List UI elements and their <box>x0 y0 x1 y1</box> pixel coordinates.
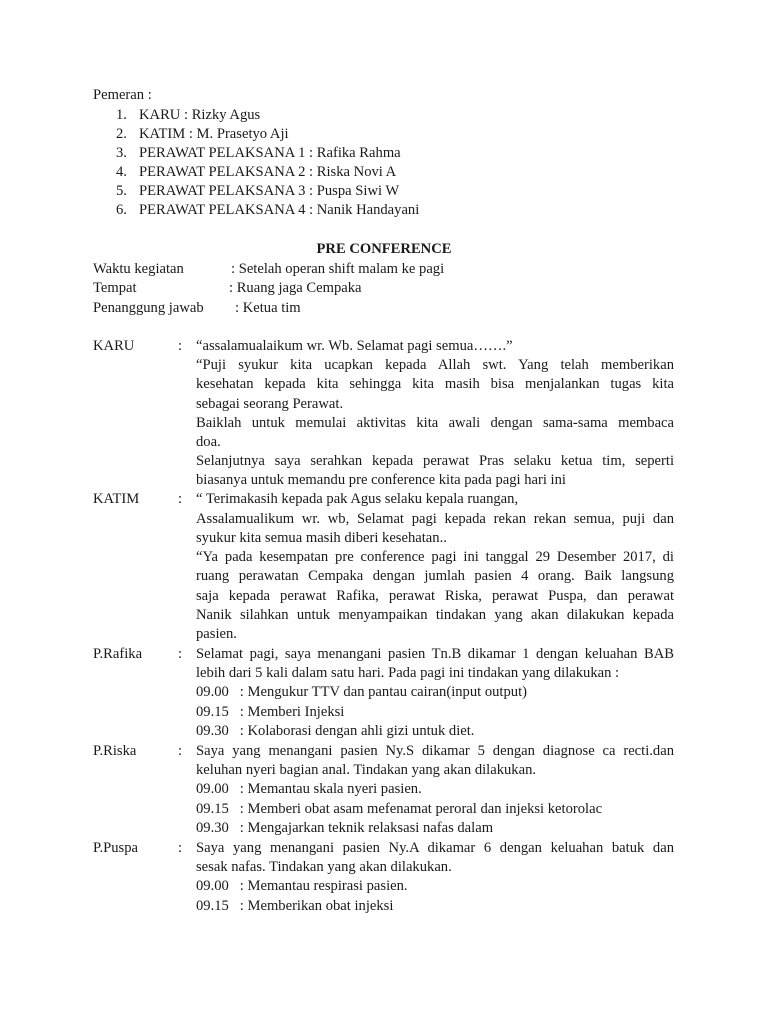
document-title: PRE CONFERENCE <box>316 241 452 257</box>
dialog-line: sesak nafas. Tindakan yang akan dilakukan. <box>196 859 452 875</box>
dialog-line: 09.30 : Kolaborasi dengan ahli gizi untuk diet. <box>196 723 475 739</box>
dialog-line: kesehatan kepada kita sehingga kita masih bisa menjalankan tugas kita <box>196 376 674 392</box>
dialog-line: “Puji syukur kita ucapkan kepada Allah swt. Yang telah memberikan <box>196 357 674 373</box>
dialog-line: 09.00 : Memantau skala nyeri pasien. <box>196 781 422 797</box>
speaker-colon: : <box>178 491 183 507</box>
dialog-line: saja kepada perawat Rafika, perawat Riska, perawat Puspa, dan perawat <box>196 588 674 604</box>
dialog-line: doa. <box>196 434 221 450</box>
speaker-name: KARU <box>93 338 135 354</box>
dialog-line: 09.00 : Mengukur TTV dan pantau cairan(input output) <box>196 684 527 700</box>
cast-item-number: 2. <box>116 126 127 142</box>
cast-item-text: KARU : Rizky Agus <box>139 107 261 123</box>
cast-item-text: PERAWAT PELAKSANA 4 : Nanik Handayani <box>139 202 420 218</box>
info-label: Tempat <box>93 280 137 296</box>
cast-item-number: 1. <box>116 107 127 123</box>
cast-item-number: 5. <box>116 183 127 199</box>
dialog-line: 09.15 : Memberi Injeksi <box>196 704 345 720</box>
dialog-line: lebih dari 5 kali dalam satu hari. Pada pagi ini tindakan yang dilakukan : <box>196 665 620 681</box>
speaker-name: KATIM <box>93 491 140 507</box>
cast-item-number: 4. <box>116 164 127 180</box>
dialog-line: “ Terimakasih kepada pak Agus selaku kepala ruangan, <box>196 491 519 507</box>
dialog-line: Assalamualikum wr. wb, Selamat pagi kepada rekan rekan semua, puji dan <box>196 511 674 527</box>
cast-item-text: PERAWAT PELAKSANA 2 : Riska Novi A <box>139 164 397 180</box>
speaker-colon: : <box>178 743 183 759</box>
cast-item-text: KATIM : M. Prasetyo Aji <box>139 126 289 142</box>
speaker-name: P.Riska <box>93 743 137 759</box>
dialog-line: 09.30 : Mengajarkan teknik relaksasi nafas dalam <box>196 820 494 836</box>
dialog-line: Baiklah untuk memulai aktivitas kita awali dengan sama-sama membaca <box>196 415 674 431</box>
dialog-line: 09.15 : Memberikan obat injeksi <box>196 898 394 914</box>
info-value: : Ketua tim <box>235 300 301 316</box>
speaker-colon: : <box>178 338 183 354</box>
speaker-colon: : <box>178 840 183 856</box>
dialog-line: “assalamualaikum wr. Wb. Selamat pagi semua…….” <box>196 338 513 354</box>
dialog-line: keluhan nyeri bagian anal. Tindakan yang akan dilakukan. <box>196 762 537 778</box>
dialog-line: biasanya untuk memandu pre conference kita pada pagi hari ini <box>196 472 566 488</box>
info-label: Penanggung jawab <box>93 300 204 316</box>
speaker-name: P.Puspa <box>93 840 139 856</box>
speaker-colon: : <box>178 646 183 662</box>
info-label: Waktu kegiatan <box>93 261 184 277</box>
dialog-line: 09.15 : Memberi obat asam mefenamat peroral dan injeksi ketorolac <box>196 801 603 817</box>
cast-item-number: 6. <box>116 202 127 218</box>
dialog-line: pasien. <box>196 626 237 642</box>
dialog-line: Saya yang menangani pasien Ny.A dikamar 6 dengan keluahan batuk dan <box>196 840 674 856</box>
cast-item-number: 3. <box>116 145 127 161</box>
cast-item-text: PERAWAT PELAKSANA 1 : Rafika Rahma <box>139 145 401 161</box>
dialog-line: Selamat pagi, saya menangani pasien Tn.B dikamar 1 dengan keluahan BAB <box>196 646 674 662</box>
dialog-line: Selanjutnya saya serahkan kepada perawat Pras selaku ketua tim, seperti <box>196 453 674 469</box>
info-value: : Setelah operan shift malam ke pagi <box>231 261 445 277</box>
dialog-line: Saya yang menangani pasien Ny.S dikamar 5 dengan diagnose ca recti.dan <box>196 743 674 759</box>
dialog-line: ruang perawatan Cempaka dengan jumlah pasien 4 orang. Baik langsung <box>196 568 674 584</box>
info-value: : Ruang jaga Cempaka <box>229 280 362 296</box>
dialog-line: 09.00 : Memantau respirasi pasien. <box>196 878 408 894</box>
dialog-line: syukur kita semua masih diberi kesehatan.. <box>196 530 447 546</box>
dialog-line: “Ya pada kesempatan pre conference pagi ini tanggal 29 Desember 2017, di <box>196 549 674 565</box>
dialog-line: sebagai seorang Perawat. <box>196 396 344 412</box>
cast-heading: Pemeran : <box>93 87 152 103</box>
dialog-line: Nanik silahkan untuk menyampaikan tindakan yang akan dilakukan kepada <box>196 607 674 623</box>
cast-item-text: PERAWAT PELAKSANA 3 : Puspa Siwi W <box>139 183 400 199</box>
speaker-name: P.Rafika <box>93 646 143 662</box>
